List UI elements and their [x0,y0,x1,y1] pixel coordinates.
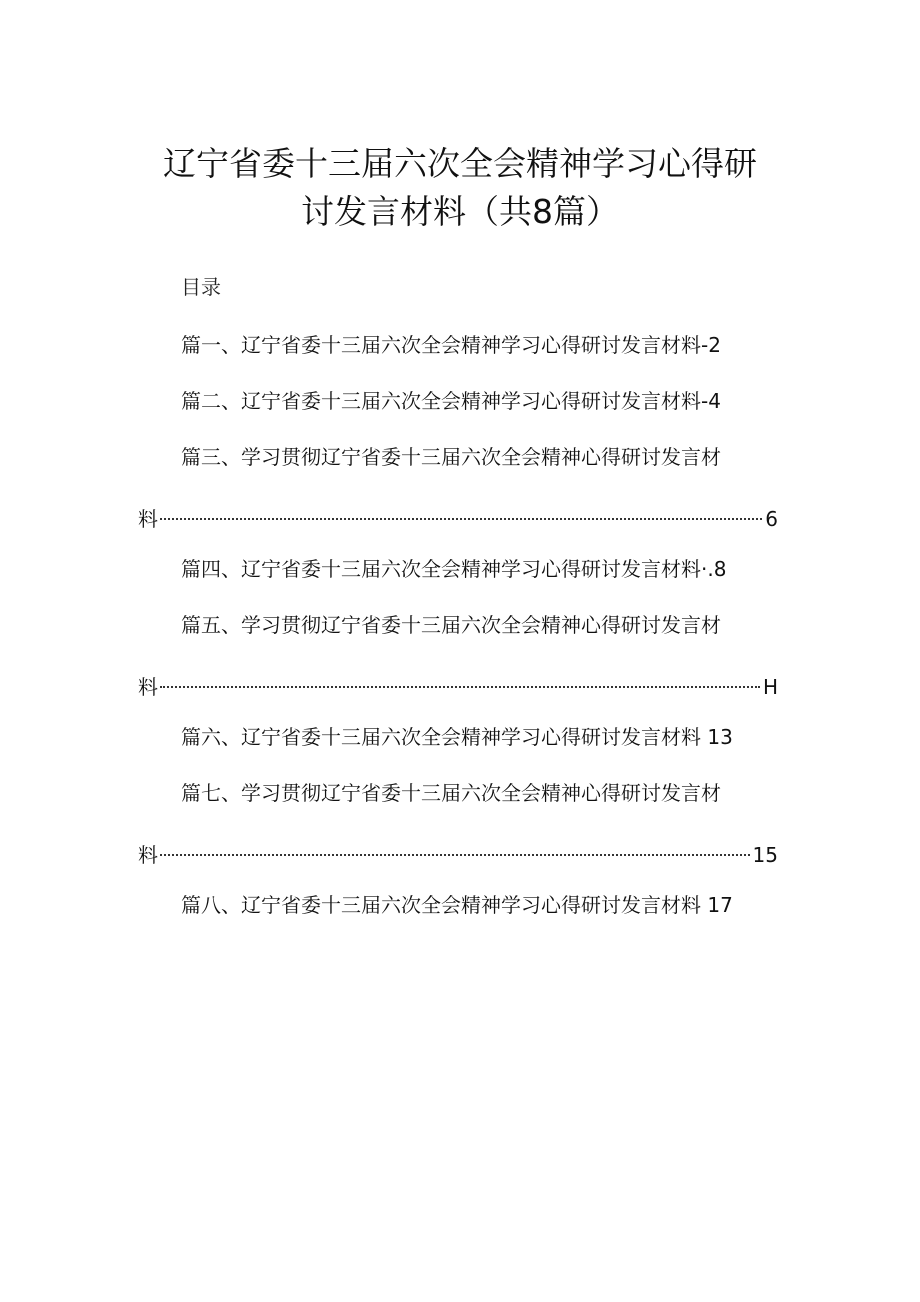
dot-leader [160,836,750,862]
toc-entry-2[interactable]: 篇二、辽宁省委十三届六次全会精神学习心得研讨发言材料-4 [181,389,721,413]
document-title-line-1: 辽宁省委十三届六次全会精神学习心得研 [163,144,757,183]
toc-entry-3-continuation[interactable] [138,500,778,531]
toc-entry-7-page: 15 [752,843,778,867]
toc-entry-5-continuation[interactable] [138,668,778,699]
dot-leader [160,668,760,694]
dot-leader [160,500,762,526]
toc-entry-5-tail: 料 [138,675,158,699]
document-title-line-2: 讨发言材料（共8篇） [301,192,619,231]
toc-entry-7-tail: 料 [138,843,158,867]
toc-entry-5[interactable]: 篇五、学习贯彻辽宁省委十三届六次全会精神心得研讨发言材 [181,613,721,637]
toc-entry-4[interactable]: 篇四、辽宁省委十三届六次全会精神学习心得研讨发言材料·.8 [181,557,727,581]
toc-entry-7-continuation[interactable] [138,836,778,867]
toc-entry-3-page: 6 [765,507,778,531]
toc-entry-8[interactable]: 篇八、辽宁省委十三届六次全会精神学习心得研讨发言材料 17 [181,893,733,917]
toc-entry-7[interactable]: 篇七、学习贯彻辽宁省委十三届六次全会精神心得研讨发言材 [181,781,721,805]
toc-entry-3[interactable]: 篇三、学习贯彻辽宁省委十三届六次全会精神心得研讨发言材 [181,445,721,469]
toc-entry-5-page: H [762,675,778,699]
toc-entry-3-tail: 料 [138,507,158,531]
toc-heading: 目录 [181,275,221,299]
toc-entry-6[interactable]: 篇六、辽宁省委十三届六次全会精神学习心得研讨发言材料 13 [181,725,733,749]
toc-entry-1[interactable]: 篇一、辽宁省委十三届六次全会精神学习心得研讨发言材料-2 [181,333,721,357]
